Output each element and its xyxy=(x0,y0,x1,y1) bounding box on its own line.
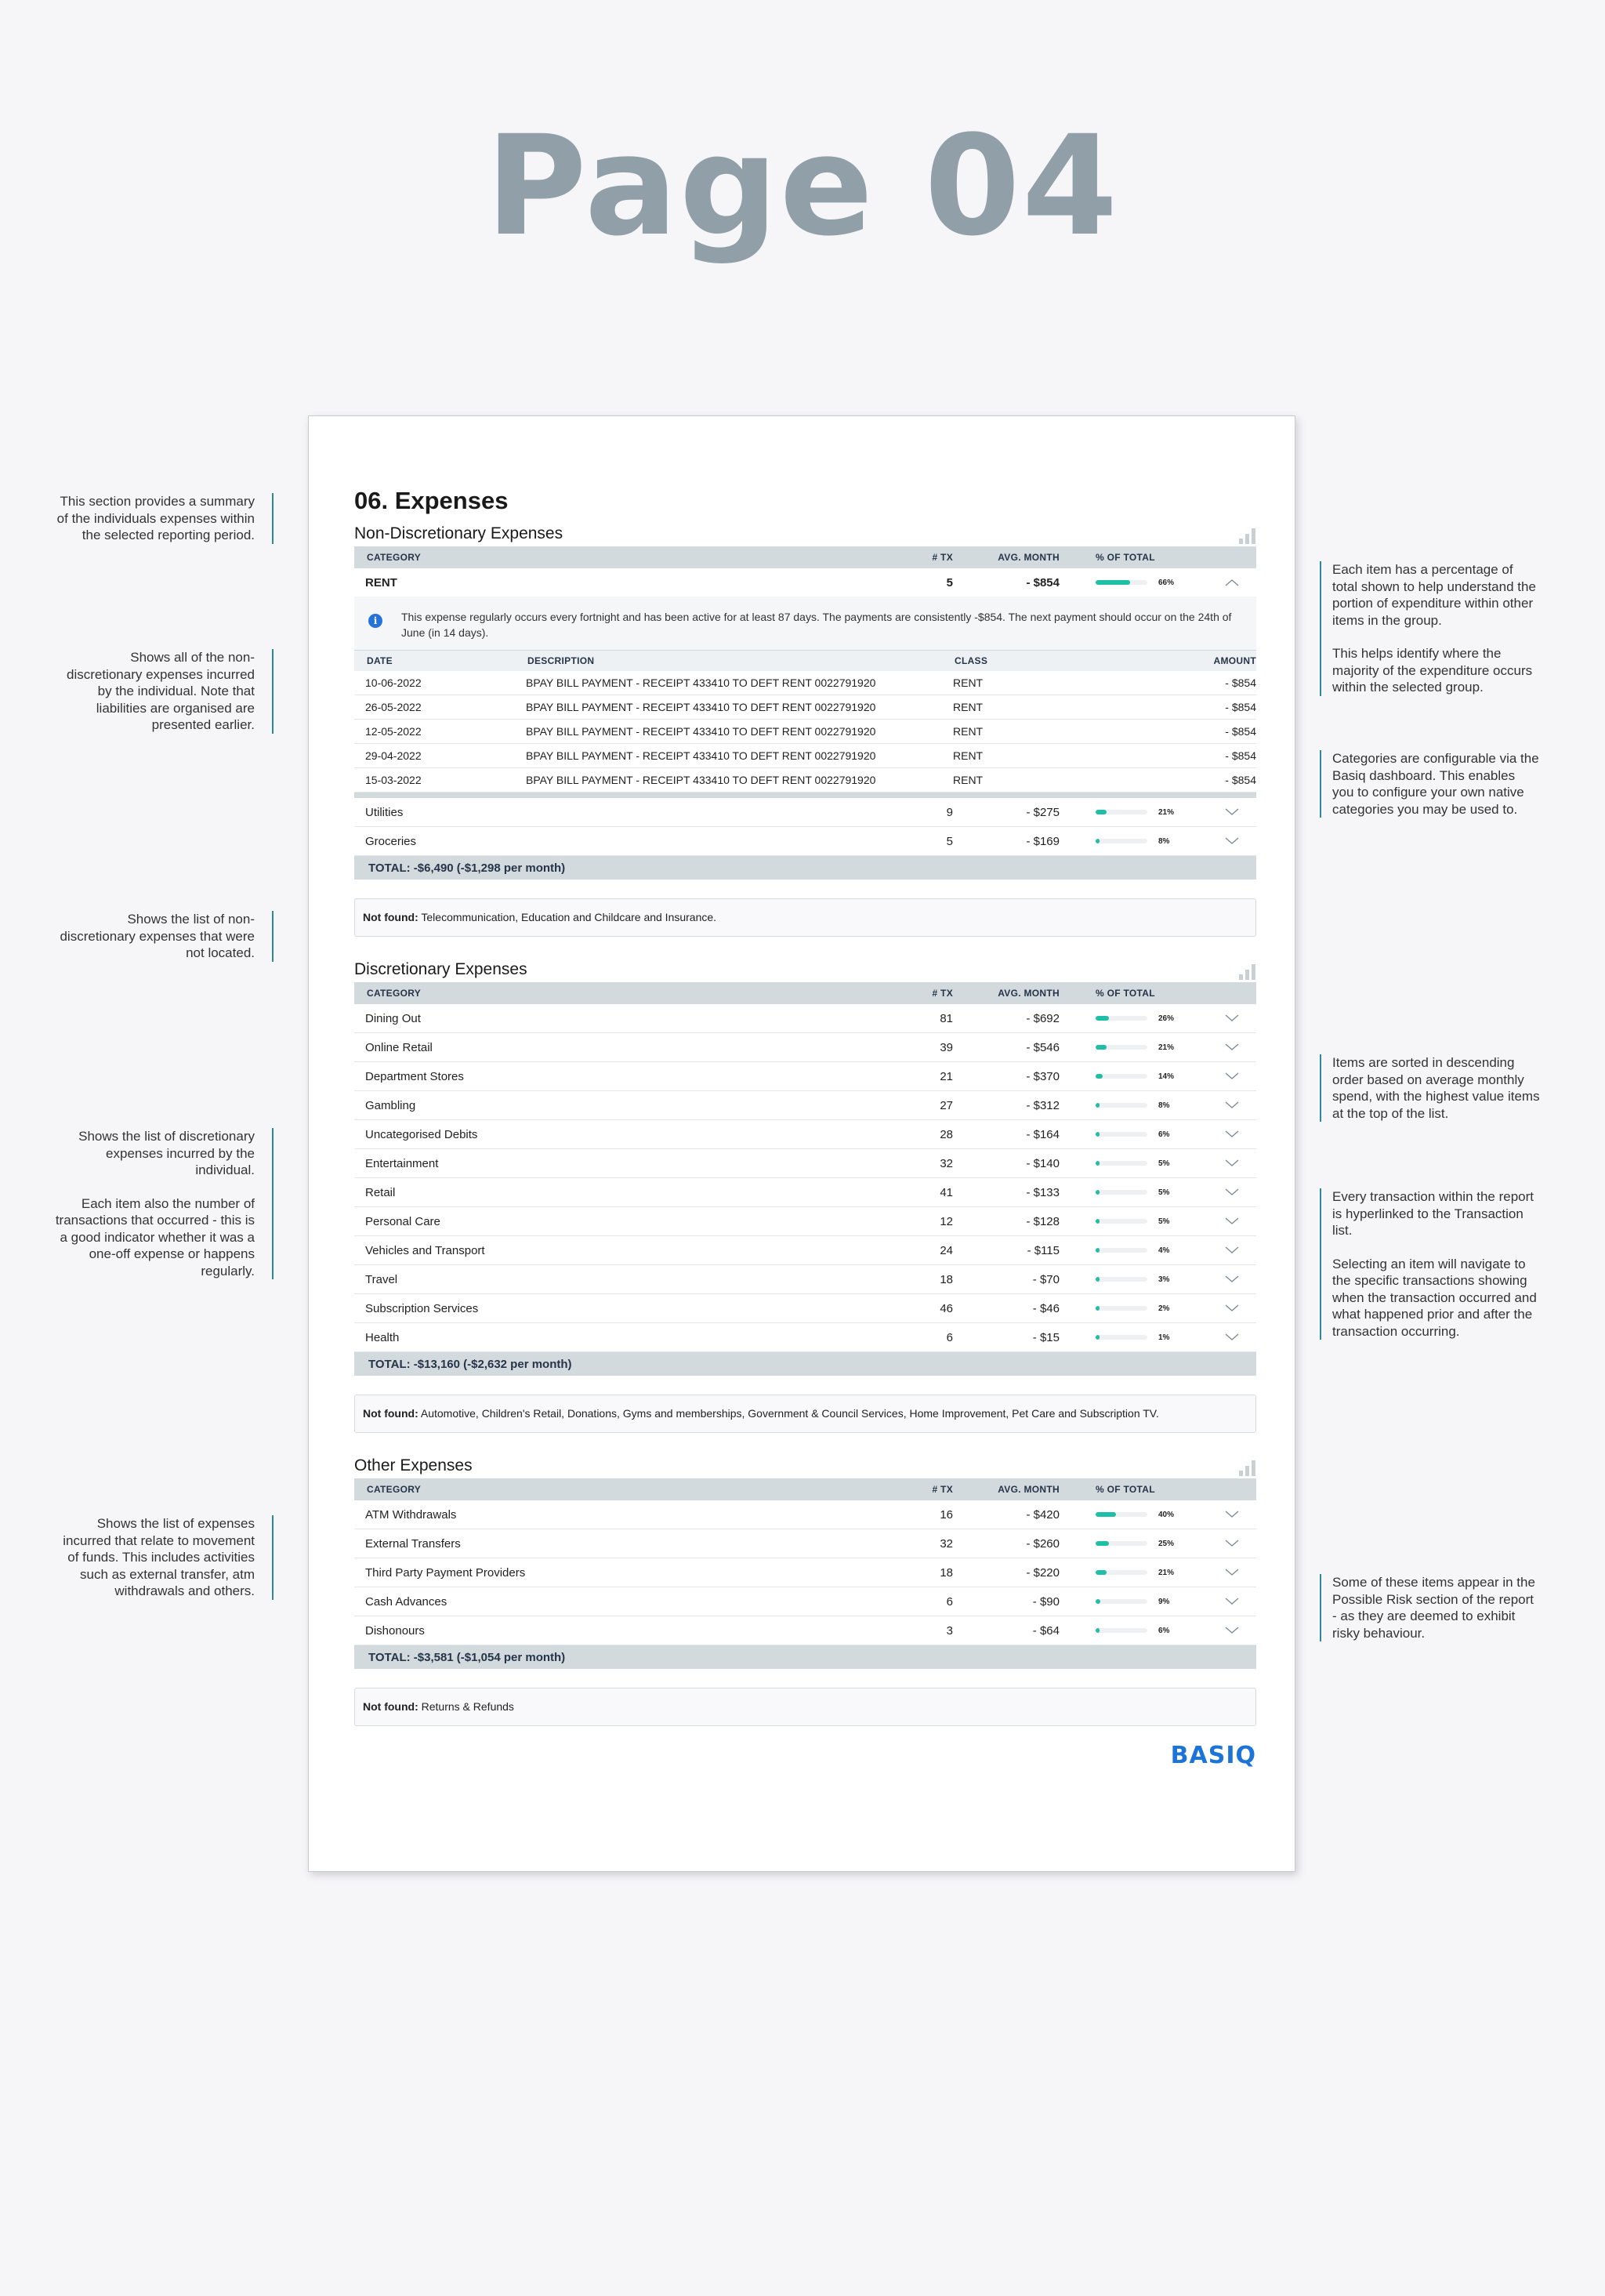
header-avg-month: AVG. MONTH xyxy=(958,546,1060,568)
row-category: Health xyxy=(354,1323,895,1352)
note-categories-configurable: Categories are configurable via the Basiq dashboard. This enables you to configure your own native categories you may be used to. xyxy=(1320,750,1540,818)
discretionary-title: Discretionary Expenses xyxy=(354,957,1256,982)
percent-bar: 2% xyxy=(1096,1304,1201,1313)
note-percentage: Each item has a percentage of total shown to help understand the portion of expenditure within other items in the group. This helps identify where the majority of the expenditure occurs within the selected group. xyxy=(1320,561,1540,696)
row-avg: - $140 xyxy=(958,1149,1060,1178)
row-avg: - $115 xyxy=(958,1236,1060,1265)
chevron-down-icon[interactable] xyxy=(1201,1091,1256,1120)
transaction-row[interactable] xyxy=(354,720,1256,744)
expanded-detail xyxy=(354,597,1256,798)
table-row[interactable] xyxy=(354,1004,1256,1033)
percent-bar: 4% xyxy=(1096,1246,1201,1255)
expenses-section xyxy=(354,487,1256,1769)
header-avg-month: AVG. MONTH xyxy=(958,982,1060,1004)
table-row[interactable] xyxy=(354,1616,1256,1645)
table-row[interactable] xyxy=(354,798,1256,827)
note-non-discretionary-not-found: Shows the list of non-discretionary expenses that were not located. xyxy=(55,911,274,962)
row-avg: - $275 xyxy=(958,798,1060,827)
non-discretionary-table xyxy=(354,546,1256,880)
tx-amount: - $854 xyxy=(1130,695,1256,720)
header-category: CATEGORY xyxy=(354,1478,895,1500)
row-avg: - $133 xyxy=(958,1178,1060,1207)
tx-date: 12-05-2022 xyxy=(354,720,515,744)
non-discretionary-title: Non-Discretionary Expenses xyxy=(354,521,1256,546)
row-category: ATM Withdrawals xyxy=(354,1500,895,1529)
percent-bar: 66% xyxy=(1096,579,1201,587)
tx-class: RENT xyxy=(942,671,1130,695)
row-tx: 18 xyxy=(895,1265,958,1294)
header-class: CLASS xyxy=(942,651,1130,672)
tx-date: 29-04-2022 xyxy=(354,744,515,768)
info-message: i This expense regularly occurs every fortnight and has been active for at least 87 days. The payments are consistently -$854. The next payment should occur on the 24th of June (in 14 days). xyxy=(354,597,1256,650)
row-category: Groceries xyxy=(354,827,895,856)
chevron-down-icon[interactable] xyxy=(1201,1587,1256,1616)
tx-class: RENT xyxy=(942,720,1130,744)
note-other-expenses: Shows the list of expenses incurred that relate to movement of funds. This includes activities such as external transfer, atm withdrawals and others. xyxy=(55,1515,274,1600)
tx-class: RENT xyxy=(942,768,1130,793)
table-row[interactable] xyxy=(354,827,1256,856)
table-row[interactable] xyxy=(354,1294,1256,1323)
header-amount: AMOUNT xyxy=(1130,651,1256,672)
chevron-up-icon[interactable] xyxy=(1201,568,1256,597)
row-category: Third Party Payment Providers xyxy=(354,1558,895,1587)
row-tx: 41 xyxy=(895,1178,958,1207)
table-row[interactable] xyxy=(354,1265,1256,1294)
table-row[interactable] xyxy=(354,1178,1256,1207)
row-avg: - $169 xyxy=(958,827,1060,856)
transactions-table xyxy=(354,650,1256,793)
row-tx: 32 xyxy=(895,1149,958,1178)
chart-icon[interactable] xyxy=(1239,528,1256,544)
header-category: CATEGORY xyxy=(354,982,895,1004)
row-avg: - $70 xyxy=(958,1265,1060,1294)
row-tx: 6 xyxy=(895,1587,958,1616)
row-avg: - $64 xyxy=(958,1616,1060,1645)
transaction-row[interactable] xyxy=(354,744,1256,768)
percent-bar: 3% xyxy=(1096,1275,1201,1284)
header-category: CATEGORY xyxy=(354,546,895,568)
percent-bar: 14% xyxy=(1096,1072,1201,1081)
table-row[interactable] xyxy=(354,1500,1256,1529)
row-tx: 9 xyxy=(895,798,958,827)
transaction-row[interactable] xyxy=(354,671,1256,695)
tx-amount: - $854 xyxy=(1130,744,1256,768)
row-avg: - $260 xyxy=(958,1529,1060,1558)
row-tx: 39 xyxy=(895,1033,958,1062)
info-icon: i xyxy=(368,614,382,628)
not-found-box: Not found: Telecommunication, Education and Childcare and Insurance. xyxy=(354,898,1256,937)
row-category: Utilities xyxy=(354,798,895,827)
row-tx: 5 xyxy=(895,827,958,856)
chevron-down-icon[interactable] xyxy=(1201,1062,1256,1091)
chevron-down-icon[interactable] xyxy=(1201,1558,1256,1587)
chevron-down-icon[interactable] xyxy=(1201,1323,1256,1352)
not-found-box: Not found: Returns & Refunds xyxy=(354,1688,1256,1726)
chevron-down-icon[interactable] xyxy=(1201,1265,1256,1294)
table-row[interactable] xyxy=(354,1587,1256,1616)
table-row[interactable] xyxy=(354,1062,1256,1091)
row-avg: - $312 xyxy=(958,1091,1060,1120)
row-tx: 32 xyxy=(895,1529,958,1558)
chevron-down-icon[interactable] xyxy=(1201,1294,1256,1323)
header-pct-total: % OF TOTAL xyxy=(1060,546,1201,568)
row-avg: - $15 xyxy=(958,1323,1060,1352)
row-avg: - $128 xyxy=(958,1207,1060,1236)
percent-bar: 21% xyxy=(1096,808,1201,817)
percent-bar: 6% xyxy=(1096,1627,1201,1635)
row-avg: - $420 xyxy=(958,1500,1060,1529)
row-tx: 28 xyxy=(895,1120,958,1149)
chevron-down-icon[interactable] xyxy=(1201,1616,1256,1645)
row-category: Travel xyxy=(354,1265,895,1294)
header-tx: # TX xyxy=(895,1478,958,1500)
header-tx: # TX xyxy=(895,982,958,1004)
header-description: DESCRIPTION xyxy=(515,651,942,672)
table-row-expanded[interactable] xyxy=(354,568,1256,597)
row-category: Online Retail xyxy=(354,1033,895,1062)
percent-bar: 1% xyxy=(1096,1333,1201,1342)
row-avg: - $370 xyxy=(958,1062,1060,1091)
row-tx: 27 xyxy=(895,1091,958,1120)
chevron-down-icon[interactable] xyxy=(1201,1529,1256,1558)
row-avg: - $692 xyxy=(958,1004,1060,1033)
row-tx: 5 xyxy=(946,575,953,589)
table-header xyxy=(354,1478,1256,1500)
row-category: RENT xyxy=(365,575,397,589)
row-category: Department Stores xyxy=(354,1062,895,1091)
row-avg: - $46 xyxy=(958,1294,1060,1323)
row-tx: 12 xyxy=(895,1207,958,1236)
header-avg-month: AVG. MONTH xyxy=(958,1478,1060,1500)
percent-bar: 6% xyxy=(1096,1130,1201,1139)
report-page xyxy=(308,415,1295,1872)
tx-class: RENT xyxy=(942,744,1130,768)
row-tx: 16 xyxy=(895,1500,958,1529)
tx-description[interactable]: BPAY BILL PAYMENT - RECEIPT 433410 TO DEFT RENT 0022791920 xyxy=(515,744,942,768)
row-category: External Transfers xyxy=(354,1529,895,1558)
table-row[interactable] xyxy=(354,1236,1256,1265)
note-discretionary: Shows the list of discretionary expenses incurred by the individual. Each item also the number of transactions that occurred - this is a good indicator whether it was a one-off expense or happens regularly. xyxy=(55,1128,274,1279)
header-date: DATE xyxy=(354,651,515,672)
tx-date: 26-05-2022 xyxy=(354,695,515,720)
note-sorted: Items are sorted in descending order based on average monthly spend, with the highest value items at the top of the list. xyxy=(1320,1054,1540,1122)
percent-bar: 25% xyxy=(1096,1540,1201,1548)
row-category: Entertainment xyxy=(354,1149,895,1178)
basiq-logo: BASIQ xyxy=(1170,1742,1256,1769)
chevron-down-icon[interactable] xyxy=(1201,1004,1256,1033)
percent-bar: 26% xyxy=(1096,1014,1201,1023)
row-tx: 6 xyxy=(895,1323,958,1352)
header-pct-total: % OF TOTAL xyxy=(1060,1478,1201,1500)
total-row: TOTAL: -$3,581 (-$1,054 per month) xyxy=(354,1645,1256,1670)
tx-description[interactable]: BPAY BILL PAYMENT - RECEIPT 433410 TO DEFT RENT 0022791920 xyxy=(515,720,942,744)
percent-bar: 40% xyxy=(1096,1511,1201,1519)
total-row: TOTAL: -$6,490 (-$1,298 per month) xyxy=(354,856,1256,880)
tx-amount: - $854 xyxy=(1130,768,1256,793)
table-row[interactable] xyxy=(354,1120,1256,1149)
row-tx: 18 xyxy=(895,1558,958,1587)
row-tx: 81 xyxy=(895,1004,958,1033)
row-avg: - $164 xyxy=(958,1120,1060,1149)
percent-bar: 5% xyxy=(1096,1159,1201,1168)
not-found-box: Not found: Automotive, Children's Retail, Donations, Gyms and memberships, Government & Council Services, Home Improvement, Pet Care and Subscription TV. xyxy=(354,1395,1256,1433)
table-row[interactable] xyxy=(354,1033,1256,1062)
other-expenses-table xyxy=(354,1478,1256,1669)
tx-amount: - $854 xyxy=(1130,671,1256,695)
tx-date: 10-06-2022 xyxy=(354,671,515,695)
note-non-discretionary: Shows all of the non-discretionary expenses incurred by the individual. Note that liabilities are organised are presented earlier. xyxy=(55,649,274,734)
row-tx: 46 xyxy=(895,1294,958,1323)
percent-bar: 21% xyxy=(1096,1043,1201,1052)
chevron-down-icon[interactable] xyxy=(1201,1207,1256,1236)
page-heading: Page 04 xyxy=(485,106,1120,267)
chevron-down-icon[interactable] xyxy=(1201,1500,1256,1529)
table-row[interactable] xyxy=(354,1558,1256,1587)
chevron-down-icon[interactable] xyxy=(1201,798,1256,827)
chevron-down-icon[interactable] xyxy=(1201,1120,1256,1149)
row-category: Cash Advances xyxy=(354,1587,895,1616)
table-row[interactable] xyxy=(354,1323,1256,1352)
row-tx: 24 xyxy=(895,1236,958,1265)
row-category: Gambling xyxy=(354,1091,895,1120)
tx-description[interactable]: BPAY BILL PAYMENT - RECEIPT 433410 TO DEFT RENT 0022791920 xyxy=(515,695,942,720)
tx-class: RENT xyxy=(942,695,1130,720)
percent-bar: 5% xyxy=(1096,1217,1201,1226)
chevron-down-icon[interactable] xyxy=(1201,1236,1256,1265)
discretionary-table xyxy=(354,982,1256,1376)
percent-bar: 8% xyxy=(1096,837,1201,846)
row-category: Retail xyxy=(354,1178,895,1207)
percent-bar: 9% xyxy=(1096,1598,1201,1606)
chart-icon[interactable] xyxy=(1239,1460,1256,1476)
row-category: Personal Care xyxy=(354,1207,895,1236)
table-row[interactable] xyxy=(354,1207,1256,1236)
table-row[interactable] xyxy=(354,1529,1256,1558)
table-header xyxy=(354,546,1256,568)
percent-bar: 21% xyxy=(1096,1569,1201,1577)
transaction-row[interactable] xyxy=(354,768,1256,793)
chevron-down-icon[interactable] xyxy=(1201,1149,1256,1178)
other-expenses-title: Other Expenses xyxy=(354,1453,1256,1478)
note-possible-risk: Some of these items appear in the Possible Risk section of the report - as they are deemed to exhibit risky behaviour. xyxy=(1320,1574,1540,1641)
section-title: 06. Expenses xyxy=(354,487,509,514)
chevron-down-icon[interactable] xyxy=(1201,1178,1256,1207)
row-category: Subscription Services xyxy=(354,1294,895,1323)
tx-description[interactable]: BPAY BILL PAYMENT - RECEIPT 433410 TO DEFT RENT 0022791920 xyxy=(515,671,942,695)
row-category: Dishonours xyxy=(354,1616,895,1645)
row-avg: - $546 xyxy=(958,1033,1060,1062)
row-avg: - $854 xyxy=(1026,575,1060,589)
tx-amount: - $854 xyxy=(1130,720,1256,744)
row-tx: 21 xyxy=(895,1062,958,1091)
tx-date: 15-03-2022 xyxy=(354,768,515,793)
tx-description[interactable]: BPAY BILL PAYMENT - RECEIPT 433410 TO DEFT RENT 0022791920 xyxy=(515,768,942,793)
table-row[interactable] xyxy=(354,1149,1256,1178)
row-avg: - $220 xyxy=(958,1558,1060,1587)
chevron-down-icon[interactable] xyxy=(1201,1033,1256,1062)
chevron-down-icon[interactable] xyxy=(1201,827,1256,856)
row-category: Dining Out xyxy=(354,1004,895,1033)
table-header xyxy=(354,982,1256,1004)
total-row: TOTAL: -$13,160 (-$2,632 per month) xyxy=(354,1352,1256,1377)
percent-bar: 8% xyxy=(1096,1101,1201,1110)
header-pct-total: % OF TOTAL xyxy=(1060,982,1201,1004)
table-row[interactable] xyxy=(354,1091,1256,1120)
row-tx: 3 xyxy=(895,1616,958,1645)
chart-icon[interactable] xyxy=(1239,964,1256,980)
row-avg: - $90 xyxy=(958,1587,1060,1616)
row-category: Vehicles and Transport xyxy=(354,1236,895,1265)
transaction-row[interactable] xyxy=(354,695,1256,720)
note-expenses-summary: This section provides a summary of the individuals expenses within the selected reporting period. xyxy=(55,493,274,544)
note-hyperlinked: Every transaction within the report is hyperlinked to the Transaction list. Selecting an item will navigate to the specific transactions showing when the transaction occurred and what happened prior and after the transaction occurring. xyxy=(1320,1188,1540,1340)
row-category: Uncategorised Debits xyxy=(354,1120,895,1149)
header-tx: # TX xyxy=(895,546,958,568)
percent-bar: 5% xyxy=(1096,1188,1201,1197)
